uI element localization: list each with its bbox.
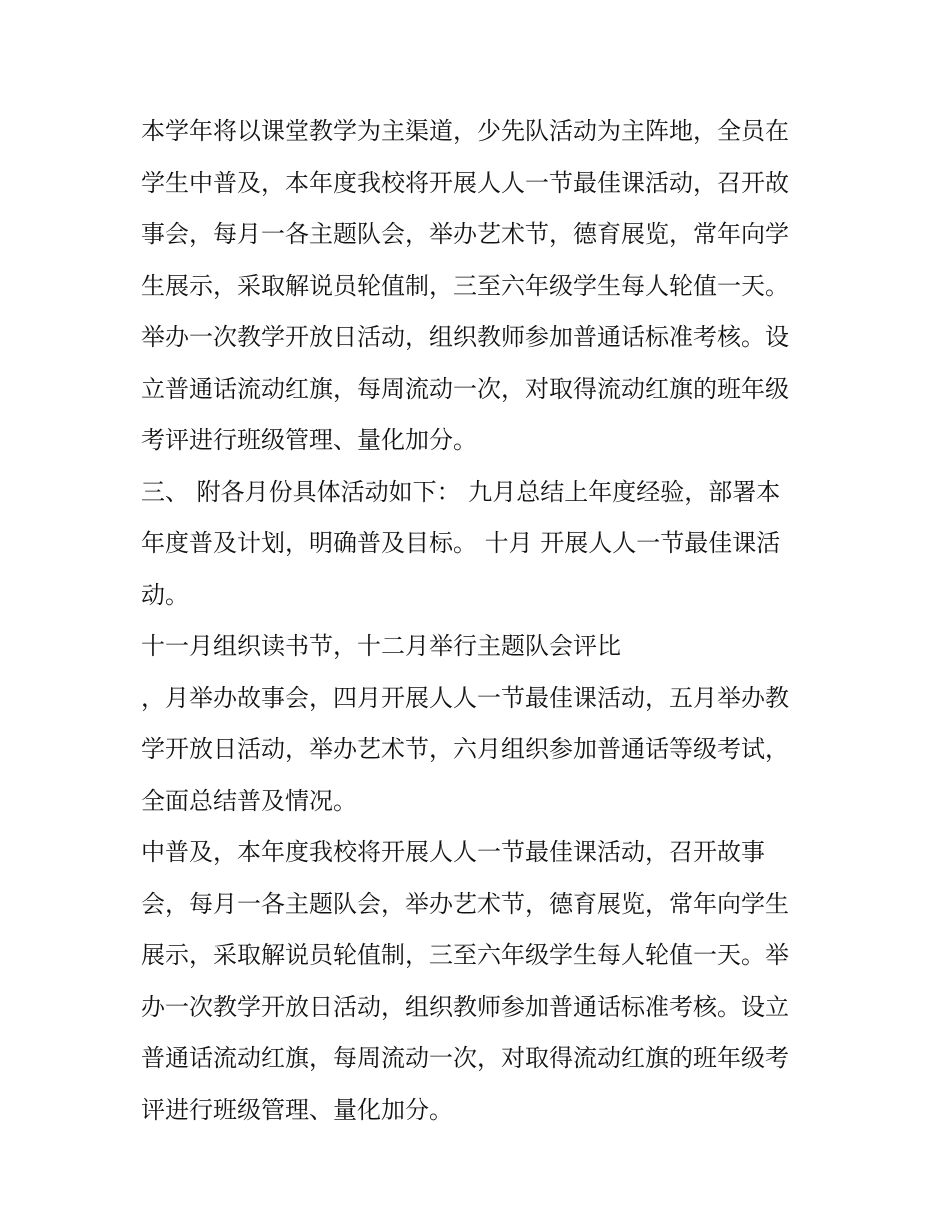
- text-line: 中普及，本年度我校将开展人人一节最佳课活动，召开故事: [141, 838, 765, 866]
- text-line: 评进行班级管理、量化加分。: [141, 1095, 453, 1124]
- text-line: 学开放日活动，举办艺术节，六月组织参加普通话等级考试，: [141, 735, 789, 763]
- text-line: 生展示，采取解说员轮值制，三至六年级学生每人轮值一天。: [141, 271, 789, 300]
- text-line: 办一次教学开放日活动，组织教师参加普通话标准考核。设立: [141, 992, 789, 1021]
- text-line: 展示，采取解说员轮值制，三至六年级学生每人轮值一天。举: [141, 941, 789, 969]
- text-line: 立普通话流动红旗，每周流动一次，对取得流动红旗的班年级: [141, 374, 789, 403]
- text-line: 事会，每月一各主题队会，举办艺术节，德育展览，常年向学: [141, 220, 789, 248]
- text-line: ，月举办故事会，四月开展人人一节最佳课活动，五月举办教: [141, 683, 789, 712]
- text-line: 普通话流动红旗，每周流动一次，对取得流动红旗的班年级考: [141, 1044, 789, 1072]
- text-line: 动。: [141, 580, 189, 609]
- text-line: 举办一次教学开放日活动，组织教师参加普通话标准考核。设: [141, 323, 789, 351]
- text-line: 会，每月一各主题队会，举办艺术节，德育展览，常年向学生: [141, 889, 789, 918]
- text-line: 十一月组织读书节，十二月举行主题队会评比: [141, 632, 621, 660]
- text-line: 考评进行班级管理、量化加分。: [141, 426, 477, 454]
- text-line: 学生中普及，本年度我校将开展人人一节最佳课活动，召开故: [141, 168, 789, 197]
- text-line: 全面总结普及情况。: [141, 786, 357, 815]
- text-line: 本学年将以课堂教学为主渠道，少先队活动为主阵地，全员在: [141, 117, 789, 145]
- text-line: 年度普及计划，明确普及目标。 十月 开展人人一节最佳课活: [141, 529, 781, 557]
- document-body: [141, 106, 821, 1136]
- text-line: 三、 附各月份具体活动如下： 九月总结上年度经验，部署本: [141, 477, 781, 506]
